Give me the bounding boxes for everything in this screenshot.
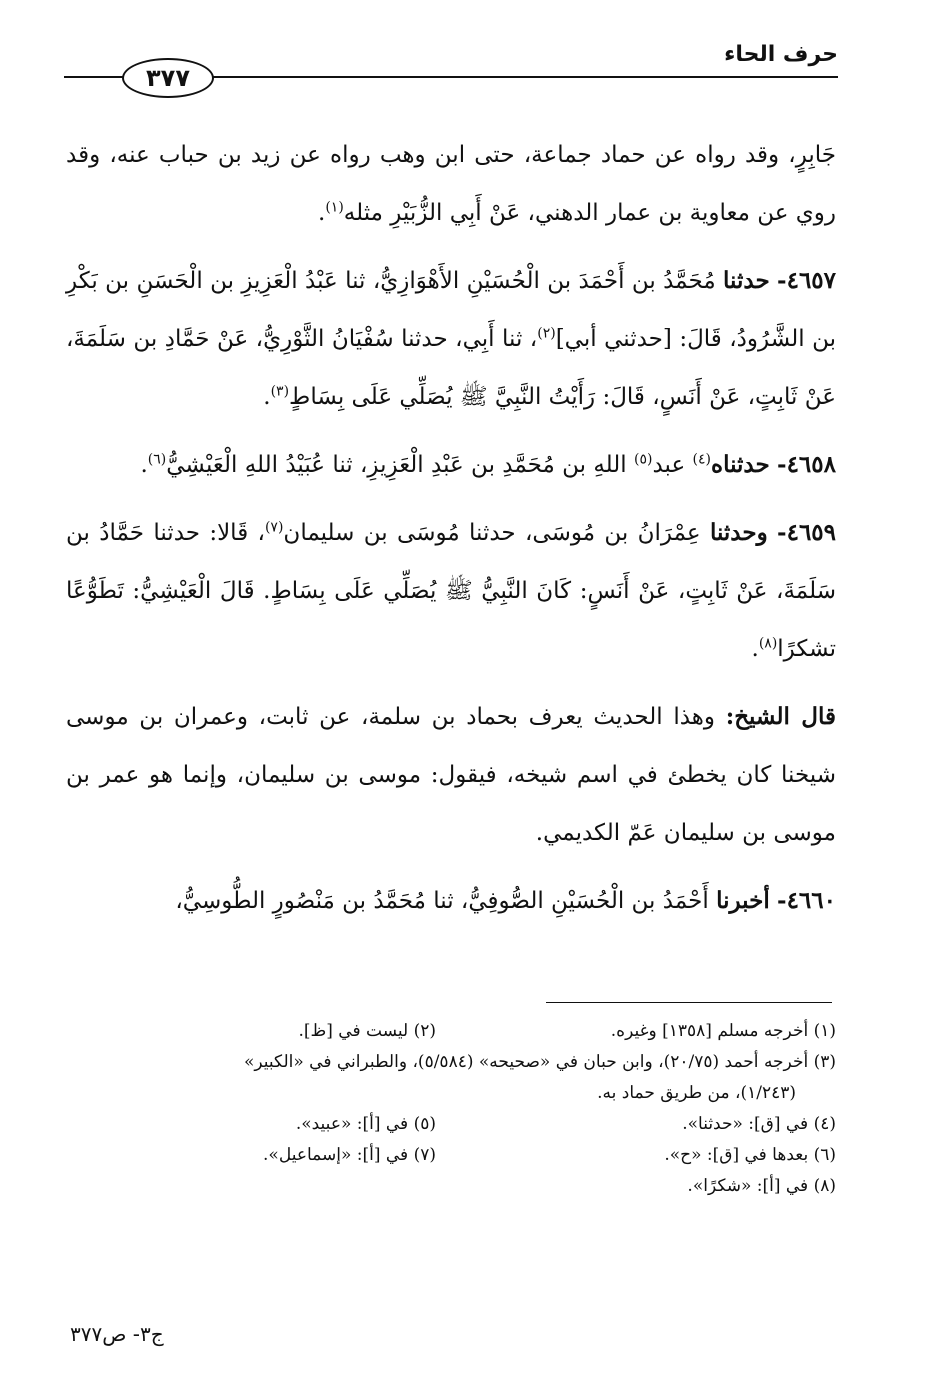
continuation-line-2: وقد روي عن معاوية بن عمار الدهني، عَنْ أَبِي الزُّبَيْرِ مثله bbox=[66, 142, 836, 226]
hadith-text: ، ثنا أَبِي، حدثنا سُفْيَانُ الثَّوْرِيُّ، عَنْ حَمَّادِ بن سَلَمَةَ، عَنْ ثَابِتٍ، عَنْ أَنَسٍ، قَالَ: رَأَيْتُ النَّبِيَّ ﷺ يُصَلِّي عَلَى بِسَاطٍ bbox=[66, 326, 836, 410]
main-text bbox=[66, 126, 836, 930]
hadith-lead: حدثناه bbox=[711, 451, 770, 478]
hadith-4658: ٤٦٥٨- حدثناه$^{(٤)}$ عبد$^{(٥)}$ اللهِ بن مُحَمَّدِ بن عَبْدِ الْعَزِيزِ، ثنا عُبَيْدُ اللهِ الْعَيْشِيُّ$^{(٦)}$. bbox=[140, 451, 836, 478]
footnote-ref-2: (٢) bbox=[537, 325, 556, 342]
footnotes bbox=[70, 1016, 836, 1202]
hadith-text: عِمْرَانُ بن مُوسَى، حدثنا مُوسَى بن سليمان bbox=[283, 520, 701, 546]
sheikh-text: وهذا الحديث يعرف بحماد بن سلمة، عن ثابت، وعمران بن موسى شيخنا كان يخطئ في اسم شيخه، فيقول: موسى بن سليمان، وإنما هو عمر بن موسى بن سليمان عَمّ الكديمي. bbox=[66, 704, 836, 846]
footnote-2: (٢) ليست في [ظ]. bbox=[298, 1021, 436, 1041]
footnote-3-cont: (١/٢٤٣)، من طريق حماد به. bbox=[597, 1083, 796, 1103]
hadith-lead: حدثنا bbox=[723, 267, 770, 294]
hadith-number: ٤٦٥٧- bbox=[777, 267, 837, 294]
hadith-text: اللهِ بن مُحَمَّدِ بن عَبْدِ الْعَزِيزِ، ثنا عُبَيْدُ اللهِ الْعَيْشِيُّ bbox=[166, 452, 627, 478]
hadith-4657: ٤٦٥٧- حدثنا مُحَمَّدُ بن أَحْمَدَ بن الْحُسَيْنِ الأَهْوَازِيُّ، ثنا عَبْدُ الْعَزِيزِ بن الْحَسَنِ بن بَكْرِ بن الشَّرُودُ، قَالَ: [حدثني أبي]$^{(٢)}$، ثنا أَبِي، حدثنا سُفْيَانُ الثَّوْرِيُّ، عَنْ حَمَّادِ بن سَلَمَةَ، عَنْ ثَابِتٍ، عَنْ أَنَسٍ، قَالَ: رَأَيْتُ النَّبِيَّ ﷺ يُصَلِّي عَلَى بِسَاطٍ$^{(٣)}$. bbox=[66, 267, 837, 410]
hadith-4660 bbox=[66, 872, 836, 930]
hadith-text: مُحَمَّدُ بن أَحْمَدَ بن الْحُسَيْنِ الأَهْوَازِيُّ، ثنا عَبْدُ الْعَزِيزِ بن الْحَسَنِ بن بَكْرِ بن الشَّرُودُ، قَالَ: [حدثني أبي] bbox=[66, 268, 836, 352]
hadith-number: ٤٦٥٨- bbox=[777, 451, 836, 478]
footnote-ref-4: (٤) bbox=[692, 451, 712, 468]
chapter-title: حرف الحاء bbox=[724, 42, 838, 67]
footnote-7: (٧) في [أ]: «إسماعيل». bbox=[263, 1145, 436, 1165]
hadith-text: ، قَالا: حدثنا حَمَّادُ بن سَلَمَةَ، عَنْ ثَابِتٍ، عَنْ أَنَسٍ: كَانَ النَّبِيُّ ﷺ يُصَلِّي عَلَى بِسَاطٍ. قَالَ الْعَيْشِيُّ: تَطَوُّعًا تشكرًا bbox=[66, 520, 836, 662]
continuation-line-1: جَابِرٍ، وقد رواه عن حماد جماعة، حتى ابن وهب رواه عن زيد بن حباب عنه، bbox=[109, 142, 837, 168]
footnote-4: (٤) في [ق]: «حدثنا». bbox=[682, 1114, 836, 1134]
footnote-3: (٣) أخرجه أحمد (٢٠/٧٥)، وابن حبان في «صحيحه» (٥/٥٨٤)، والطبراني في «الكبير» bbox=[244, 1052, 836, 1072]
page-number-badge bbox=[122, 58, 214, 98]
sheikh-comment bbox=[66, 688, 836, 862]
hadith-lead: أخبرنا bbox=[716, 887, 770, 914]
sheikh-lead: قال الشيخ: bbox=[725, 703, 836, 730]
footnote-5: (٥) في [أ]: «عبيد». bbox=[295, 1114, 436, 1134]
footnote-8: (٨) في [أ]: «شكرًا». bbox=[687, 1176, 836, 1196]
footnote-ref-5: (٥) bbox=[634, 451, 653, 468]
page-footer bbox=[70, 1322, 164, 1346]
page-header bbox=[64, 36, 838, 96]
footnote-1: (١) أخرجه مسلم [١٣٥٨] وغيره. bbox=[610, 1021, 836, 1041]
footnote-row bbox=[70, 1140, 836, 1171]
hadith-text: أَحْمَدُ بن الْحُسَيْنِ الصُّوفِيُّ، ثنا مُحَمَّدُ بن مَنْصُورٍ الطُّوسِيُّ، bbox=[175, 888, 709, 914]
footnote-separator bbox=[546, 1002, 832, 1003]
footnote-ref-8: (٨) bbox=[758, 635, 778, 652]
paragraph-continuation: جَابِرٍ، وقد رواه عن حماد جماعة، حتى ابن وهب رواه عن زيد بن حباب عنه، وقد روي عن معاوية بن عمار الدهني، عَنْ أَبِي الزُّبَيْرِ مثله$^{(١)}$. bbox=[66, 142, 837, 226]
footnote-ref-6: (٦) bbox=[147, 451, 167, 468]
footnote-row bbox=[70, 1016, 836, 1047]
footnote-6: (٦) بعدها في [ق]: «ح». bbox=[664, 1145, 836, 1165]
hadith-number: ٤٦٥٩- bbox=[777, 519, 837, 546]
volume-page-reference: ج٣- ص٣٧٧ bbox=[70, 1322, 164, 1346]
footnote-row bbox=[70, 1109, 836, 1140]
page-number: ٣٧٧ bbox=[146, 64, 190, 92]
hadith-number: ٤٦٦٠- bbox=[777, 887, 836, 914]
footnote-ref-7: (٧) bbox=[264, 519, 284, 536]
hadith-lead: وحدثنا bbox=[709, 519, 768, 546]
hadith-4659: ٤٦٥٩- وحدثنا عِمْرَانُ بن مُوسَى، حدثنا مُوسَى بن سليمان$^{(٧)}$، قَالا: حدثنا حَمَّادُ بن سَلَمَةَ، عَنْ ثَابِتٍ، عَنْ أَنَسٍ: كَانَ النَّبِيُّ ﷺ يُصَلِّي عَلَى بِسَاطٍ. قَالَ الْعَيْشِيُّ: تَطَوُّعًا تشكرًا$^{(٨)}$. bbox=[66, 519, 837, 662]
footnote-ref-3: (٣) bbox=[270, 383, 290, 400]
hadith-text: عبد bbox=[652, 452, 686, 478]
footnote-ref-1: (١) bbox=[325, 199, 344, 216]
